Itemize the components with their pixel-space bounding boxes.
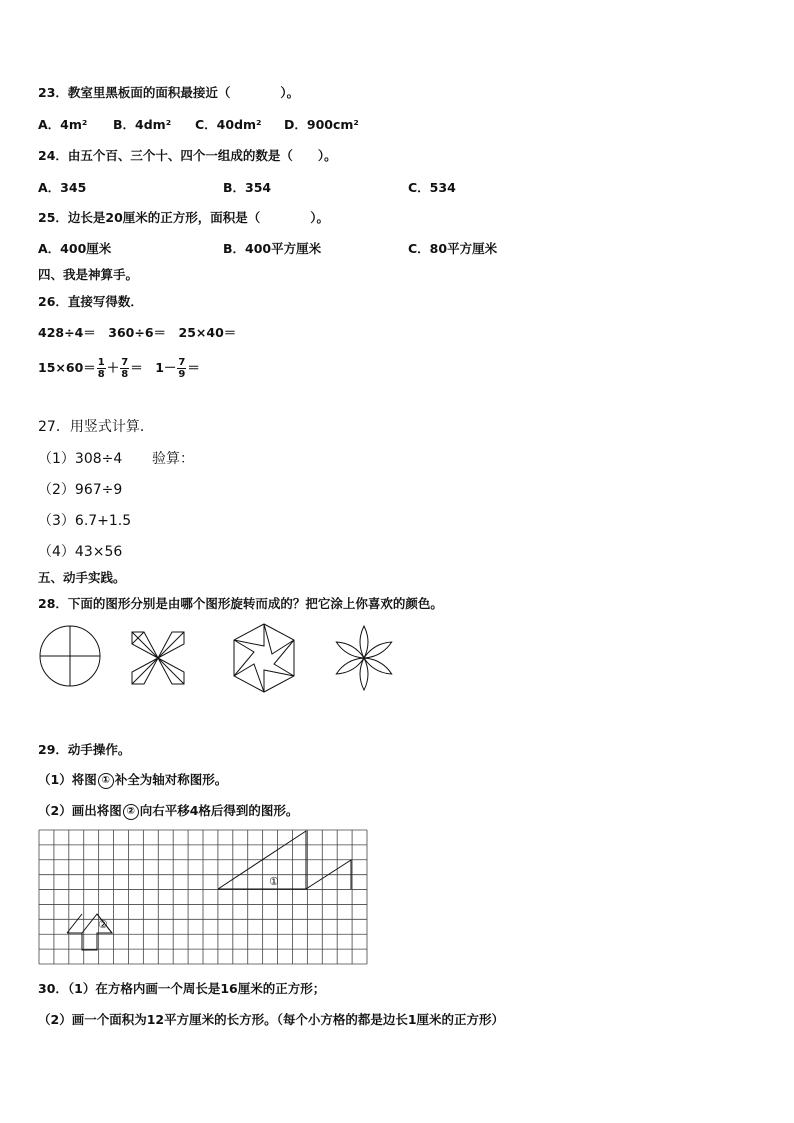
q24-option-a[interactable]: A．345 (38, 180, 87, 195)
q23-option-b[interactable]: B．4dm² (113, 117, 172, 132)
q27-item-2: （2）967÷9 (38, 482, 123, 498)
q27-item-1: （1）308÷4 (38, 451, 123, 467)
figure-1-label: ① (269, 875, 279, 888)
section-4-heading: 四、我是神算手。 (38, 267, 139, 282)
q25-option-a[interactable]: A．400厘米 (38, 241, 112, 256)
q26-row1: 428÷4＝ 360÷6＝ 25×40＝ (38, 325, 237, 340)
fraction-7-8 (120, 357, 129, 380)
flower-figure (330, 624, 398, 692)
drawing-grid[interactable] (38, 829, 368, 965)
q27-item-3: （3）6.7+1.5 (38, 513, 132, 529)
frac-denominator: 8 (121, 369, 129, 380)
figure-2-roof-left (67, 914, 82, 933)
plus-sign: ＋ (106, 360, 120, 375)
q24-option-b[interactable]: B．354 (223, 180, 272, 195)
q25-option-c[interactable]: C．80平方厘米 (408, 241, 498, 256)
q26-row2 (38, 353, 200, 383)
q24-stem: 24．由五个百、三个十、四个一组成的数是（ ）。 (38, 148, 337, 163)
q26-stem: 26．直接写得数． (38, 294, 143, 309)
q29-sub1 (38, 770, 227, 789)
cross-parallelogram-figure (130, 630, 186, 686)
frac-denominator: 9 (178, 369, 186, 380)
frac-denominator: 8 (97, 369, 105, 380)
q23-option-c[interactable]: C．40dm² (195, 117, 262, 132)
q29-sub2-pre: （2）画出将图 (38, 803, 122, 818)
q25-stem: 25．边长是20厘米的正方形，面积是（ ）。 (38, 210, 330, 225)
q29-sub2 (38, 801, 298, 820)
q29-sub2-post: 向右平移4格后得到的图形。 (139, 803, 299, 818)
pinwheel-figure (36, 622, 104, 690)
fraction-1-8 (97, 357, 106, 380)
section-5-heading: 五、动手实践。 (38, 570, 126, 585)
q29-sub1-pre: （1）将图 (38, 772, 97, 787)
frac-numerator: 7 (178, 357, 186, 368)
figure-2-label: ② (98, 918, 108, 931)
q27-stem: 27．用竖式计算． (38, 419, 154, 435)
equals-one-minus: ＝ 1－ (130, 360, 177, 375)
q27-item-4: （4）43×56 (38, 544, 123, 560)
q23-stem: 23．教室里黑板面的面积最接近（ ）。 (38, 85, 300, 100)
q30-line2: （2）画一个面积为12平方厘米的长方形。（每个小方格的都是边长1厘米的正方形） (38, 1012, 505, 1027)
q29-stem: 29．动手操作。 (38, 742, 131, 757)
frac-numerator: 7 (121, 357, 129, 368)
q25-option-b[interactable]: B．400平方厘米 (223, 241, 322, 256)
q27-check-label: 验算： (152, 451, 194, 467)
q28-stem: 28．下面的图形分别是由哪个图形旋转而成的？把它涂上你喜欢的颜色。 (38, 596, 443, 611)
q26-row2-a: 15×60＝ (38, 360, 96, 375)
q30-line1: 30．（1）在方格内画一个周长是16厘米的正方形； (38, 981, 326, 996)
q24-option-c[interactable]: C．534 (408, 180, 456, 195)
hexagon-rotation-figure (228, 622, 300, 694)
q29-sub1-post: 补全为轴对称图形。 (114, 772, 228, 787)
equals-sign: ＝ (187, 360, 200, 375)
frac-numerator: 1 (97, 357, 105, 368)
figure-1-marker: ① (98, 773, 114, 789)
q23-option-d[interactable]: D．900cm² (284, 117, 359, 132)
figure-2-marker: ② (123, 804, 139, 820)
q23-option-a[interactable]: A．4m² (38, 117, 88, 132)
fraction-7-9 (177, 357, 186, 380)
